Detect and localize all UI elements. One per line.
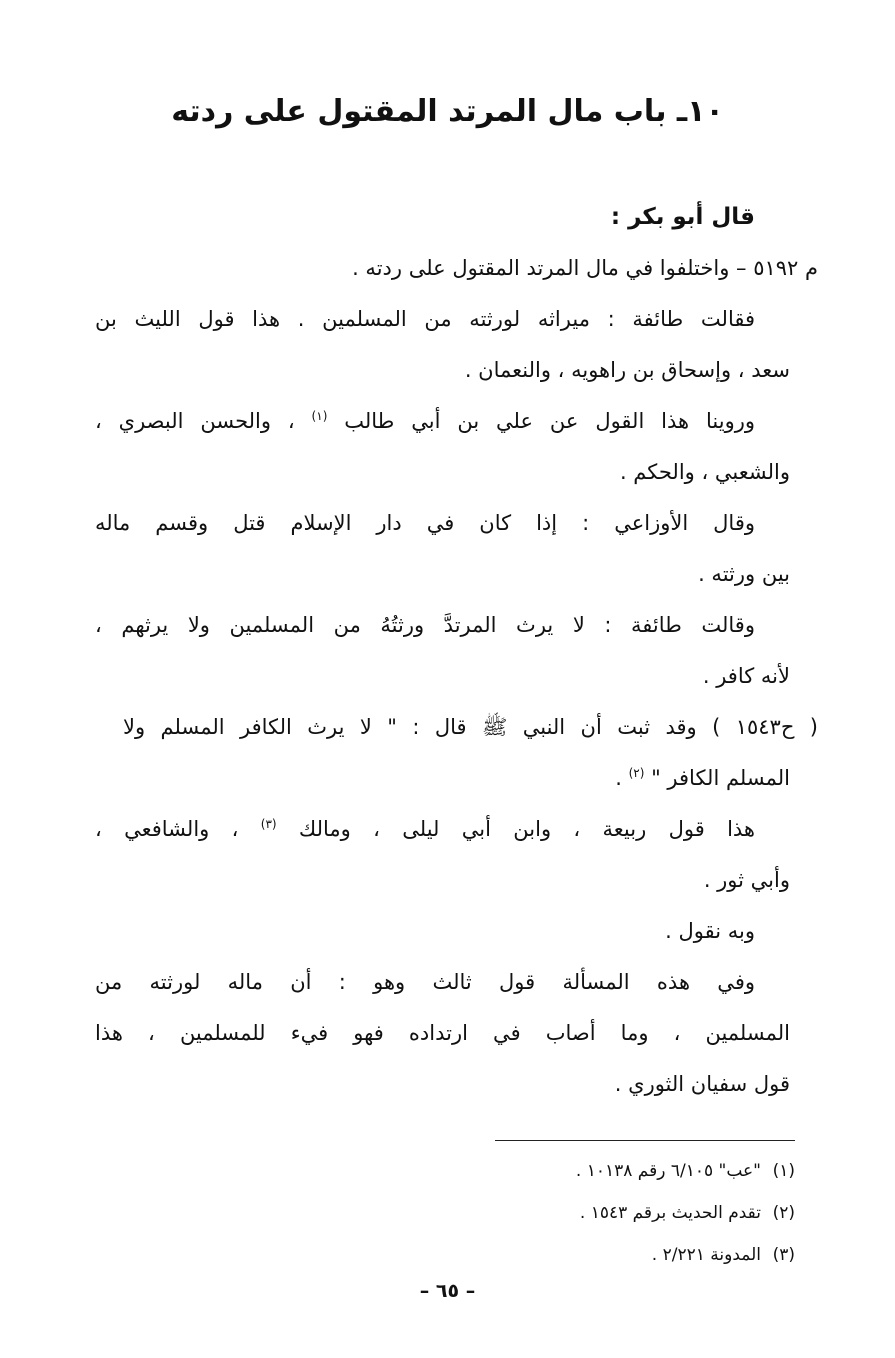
text-line — [95, 651, 790, 702]
footnote-number: (٣) — [772, 1245, 795, 1265]
line-text: وأبي ثور . — [703, 868, 790, 892]
footnote-separator — [495, 1140, 795, 1141]
line-text: هذا قول ربيعة ، وابن أبي ليلى ، ومالك — [298, 817, 756, 841]
line-text: لأنه كافر . — [702, 664, 790, 688]
line-text: المسلمين ، وما أصاب في ارتداده فهو فيء للمسلمين ، هذا — [95, 1021, 790, 1045]
text-line — [95, 906, 790, 957]
line-text: ( ح١٥٤٣ ) وقد ثبت أن النبي ﷺ قال : " لا يرث الكافر المسلم ولا — [123, 715, 818, 739]
text-line — [95, 804, 790, 855]
line-text-continued: . — [615, 766, 629, 790]
footnote-text: تقدم الحديث برقم ١٥٤٣ . — [579, 1203, 761, 1223]
text-line — [95, 753, 790, 804]
footnote — [195, 1150, 795, 1192]
line-text: قال أبو بكر : — [610, 204, 755, 230]
footnote-number: (١) — [772, 1161, 795, 1181]
footnotes — [195, 1150, 795, 1276]
text-line — [95, 600, 790, 651]
footnote — [195, 1192, 795, 1234]
line-text-continued: ، والحسن البصري ، — [95, 409, 312, 433]
text-line — [95, 549, 790, 600]
text-line — [95, 447, 790, 498]
line-text: وقالت طائفة : لا يرث المرتدَّ ورثتُهُ من المسلمين ولا يرثهم ، — [95, 613, 755, 637]
text-line — [95, 498, 790, 549]
text-line — [95, 192, 790, 243]
line-text: وقال الأوزاعي : إذا كان في دار الإسلام قتل وقسم ماله — [95, 511, 755, 535]
line-text: بين ورثته . — [698, 562, 790, 586]
body-text — [95, 192, 818, 1110]
footnote-reference: (٣) — [260, 817, 277, 831]
text-line — [95, 345, 790, 396]
text-line — [95, 1008, 790, 1059]
text-line — [95, 957, 790, 1008]
line-text: قول سفيان الثوري . — [614, 1072, 790, 1096]
line-text: سعد ، وإسحاق بن راهويه ، والنعمان . — [464, 358, 790, 382]
line-text-continued: ، والشافعي ، — [95, 817, 261, 841]
footnote-reference: (٢) — [628, 766, 645, 780]
text-line — [123, 243, 818, 294]
line-text: وبه نقول . — [665, 919, 755, 943]
text-line — [95, 1059, 790, 1110]
line-text: م ٥١٩٢ – واختلفوا في مال المرتد المقتول على ردته . — [352, 256, 818, 280]
chapter-title: ١٠ـ باب مال المرتد المقتول على ردته — [171, 94, 724, 129]
footnote-reference: (١) — [311, 409, 328, 423]
footnote-number: (٢) — [772, 1203, 795, 1223]
line-text: وروينا هذا القول عن علي بن أبي طالب — [344, 409, 755, 433]
text-line — [95, 396, 790, 447]
line-text: المسلم الكافر " — [651, 766, 790, 790]
footnote — [195, 1234, 795, 1276]
text-line — [123, 702, 818, 753]
line-text: فقالت طائفة : ميراثه لورثته من المسلمين . هذا قول الليث بن — [95, 307, 755, 331]
footnote-text: "عب" ٦/١٠٥ رقم ١٠١٣٨ . — [575, 1161, 761, 1181]
line-text: وفي هذه المسألة قول ثالث وهو : أن ماله لورثته من — [95, 970, 755, 994]
text-line — [95, 855, 790, 906]
page-number: – ٦٥ – — [419, 1280, 476, 1302]
line-text: والشعبي ، والحكم . — [619, 460, 790, 484]
footnote-text: المدونة ٢/٢٢١ . — [651, 1245, 761, 1265]
text-line — [95, 294, 790, 345]
